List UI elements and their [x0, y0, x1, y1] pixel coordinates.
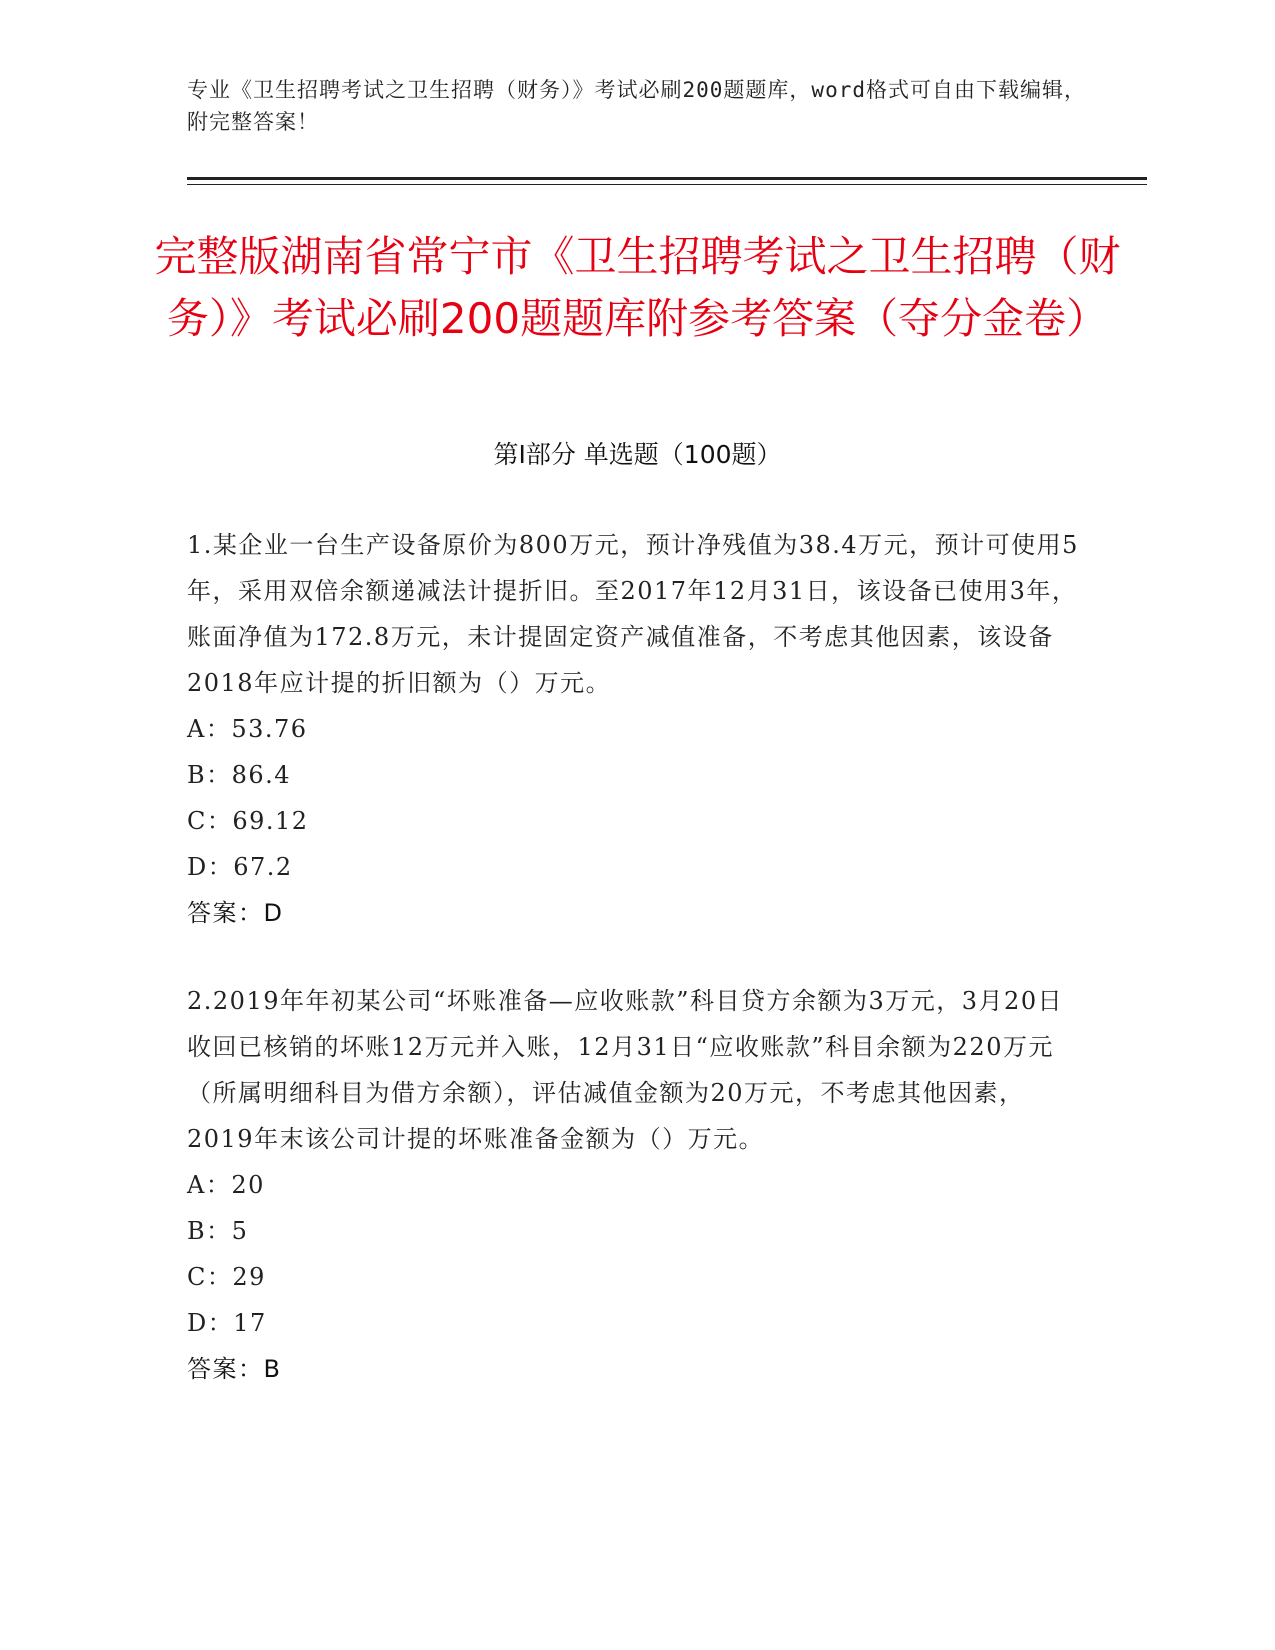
option-a: A：20	[187, 1171, 265, 1199]
header-note: 专业《卫生招聘考试之卫生招聘（财务）》考试必刷200题题库，word格式可自由下载编辑，附完整答案！	[187, 78, 1086, 134]
question-answer: 答案：B	[187, 1355, 282, 1383]
option-a: A：53.76	[187, 715, 308, 743]
document-title: 完整版湖南省常宁市《卫生招聘考试之卫生招聘（财务）》考试必刷200题题库附参考答案（夺分金卷）	[154, 232, 1121, 343]
question-2	[187, 978, 1087, 1392]
question-stem: 2.2019年年初某公司“坏账准备—应收账款”科目贷方余额为3万元，3月20日收回已核销的坏账12万元并入账，12月31日“应收账款”科目余额为220万元（所属明细科目为借方余额），评估减值金额为20万元，不考虑其他因素，2019年末该公司计提的坏账准备金额为（）万元。	[187, 987, 1064, 1153]
header-rule-thin	[187, 184, 1147, 185]
question-stem: 1.某企业一台生产设备原价为800万元，预计净残值为38.4万元，预计可使用5年，采用双倍余额递减法计提折旧。至2017年12月31日，该设备已使用3年，账面净值为172.8万元，未计提固定资产减值准备，不考虑其他因素，该设备2018年应计提的折旧额为（）万元。	[187, 531, 1079, 697]
question-answer: 答案：D	[187, 899, 284, 927]
option-d: D：67.2	[187, 853, 293, 881]
header-rule-thick	[187, 177, 1147, 180]
question-1	[187, 522, 1087, 936]
option-b: B：5	[187, 1217, 249, 1245]
section-title: 第I部分 单选题（100题）	[493, 440, 782, 469]
option-d: D：17	[187, 1309, 267, 1337]
option-b: B：86.4	[187, 761, 292, 789]
option-c: C：69.12	[187, 807, 309, 835]
option-c: C：29	[187, 1263, 266, 1291]
